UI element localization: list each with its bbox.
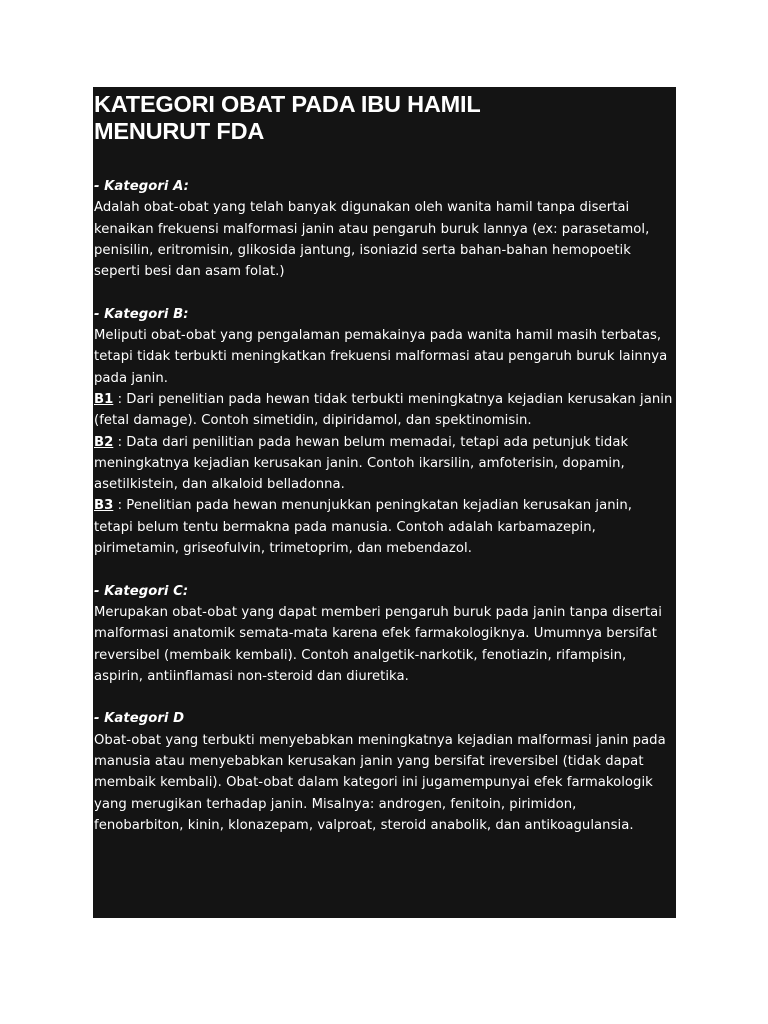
text-kategori-d-continued: fenobarbiton, kinin, klonazepam, valproat, steroid anabolik, dan antikoagulansia. xyxy=(94,817,634,833)
heading-kategori-a: - Kategori A: xyxy=(94,179,189,194)
label-b2: B2 xyxy=(94,434,114,450)
spacer xyxy=(94,687,674,708)
subcategory-b3 xyxy=(94,495,674,559)
heading-kategori-b: - Kategori B: xyxy=(94,306,189,322)
heading-kategori-c: - Kategori C: xyxy=(94,583,189,599)
section-kategori-c xyxy=(94,581,674,687)
text-kategori-d: Obat-obat yang terbukti menyebabkan meningkatnya kejadian malformasi janin pada manusia atau menyebabkan kerusakan janin yang bersifat ireversibel (tidak dapat membaik kembali). Obat-obat dalam kategori ini jugamempunyai efek farmakologik yang merugikan terhadap janin. Misalnya: androgen, fenitoin, pirimidon, xyxy=(94,732,666,812)
section-kategori-d xyxy=(94,708,674,836)
text-kategori-c: Merupakan obat-obat yang dapat memberi pengaruh buruk pada janin tanpa disertai malformasi anatomik semata-mata karena efek farmakologiknya. Umumnya bersifat reversibel (membaik kembali). Contoh analgetik-narkotik, fenotiazin, rifampisin, aspirin, antiinflamasi non-steroid dan diuretika. xyxy=(94,604,662,684)
subcategory-b1 xyxy=(94,389,674,432)
text-kategori-a: Adalah obat-obat yang telah banyak digunakan oleh wanita hamil tanpa disertai kenaikan frekuensi malformasi janin atau pengaruh buruk lannya (ex: parasetamol, penisilin, eritromisin, glikosida jantung, isoniazid serta bahan-bahan hemopoetik seperti besi dan asam folat.) xyxy=(94,200,650,280)
spacer xyxy=(94,559,674,580)
subcategory-b2 xyxy=(94,432,674,496)
section-kategori-b xyxy=(94,304,674,560)
label-b1: B1 xyxy=(94,391,114,407)
section-kategori-a xyxy=(94,176,674,282)
text-b3: : Penelitian pada hewan menunjukkan peningkatan kejadian kerusakan janin, tetapi belum tentu bermakna pada manusia. Contoh adalah karbamazepin, pirimetamin, griseofulvin, trimetoprim, dan mebendazol. xyxy=(94,498,633,557)
document-title: KATEGORI OBAT PADA IBU HAMIL MENURUT FDA xyxy=(94,91,481,144)
text-b2: : Data dari penilitian pada hewan belum memadai, tetapi ada petunjuk tidak meningkatnya kejadian kerusakan janin. Contoh ikarsilin, amfoterisin, dopamin, asetilkistein, dan alkaloid belladonna. xyxy=(94,434,629,493)
text-kategori-b: Meliputi obat-obat yang pengalaman pemakainya pada wanita hamil masih terbatas, tetapi tidak terbukti meningkatkan frekuensi malformasi atau pengaruh buruk lainnya pada janin. xyxy=(94,328,668,386)
document-panel xyxy=(93,87,676,918)
heading-kategori-d: - Kategori D xyxy=(94,711,185,727)
spacer xyxy=(94,282,674,303)
text-b1: : Dari penelitian pada hewan tidak terbukti meningkatnya kejadian kerusakan janin (fetal damage). Contoh simetidin, dipiridamol, dan spektinomisin. xyxy=(94,391,673,429)
label-b3: B3 xyxy=(94,498,114,514)
spacer xyxy=(94,145,674,176)
